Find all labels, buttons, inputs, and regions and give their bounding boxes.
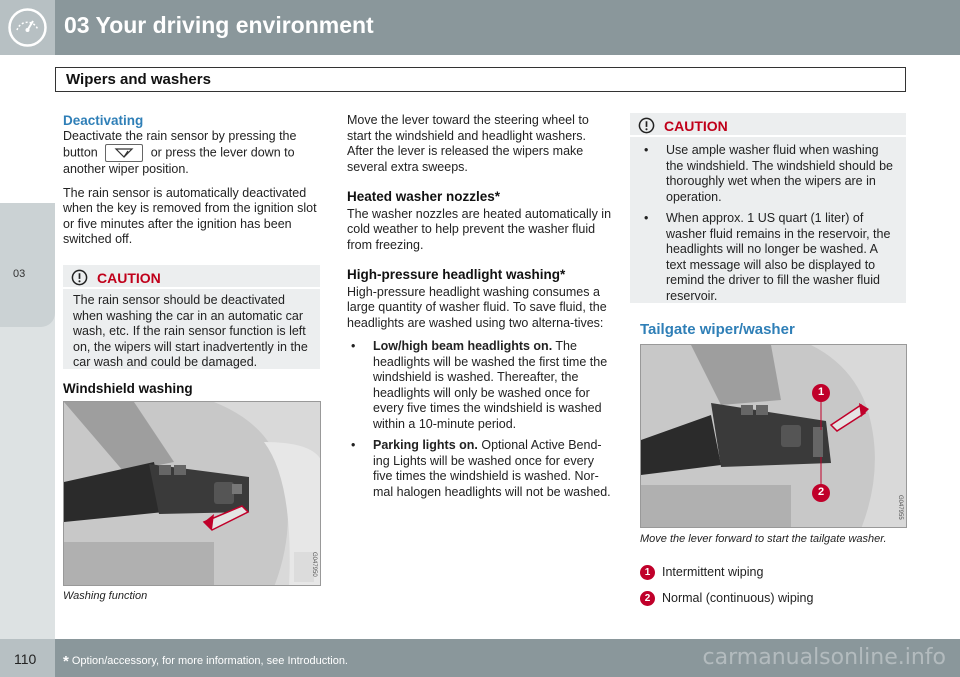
caution-title: CAUTION xyxy=(97,270,161,286)
chapter-header xyxy=(0,0,960,55)
washing-function-caption: Washing function xyxy=(63,590,148,602)
warning-icon xyxy=(71,269,88,286)
windshield-washer-paragraph: Move the lever toward the steering wheel to start the windshield and headlight washers. After the lever is released the wipers make several extra sweeps. xyxy=(347,113,589,174)
bullet-dot: • xyxy=(644,143,649,157)
caution-bullet-1-text: Use ample washer fluid when washing the windshield. The windshield should be thoroughly wet when the wipers are in operation. xyxy=(666,143,894,204)
callout-2: 2 xyxy=(817,486,825,498)
caution-text: The rain sensor should be deactivated when washing the car in an automatic car wash, etc. If the rain sensor function is left on, the wipers will start inadvertently in the car wash and could be damaged. xyxy=(73,293,308,369)
speedometer-icon xyxy=(0,0,55,55)
caution-title: CAUTION xyxy=(664,118,728,134)
bullet-dot: • xyxy=(351,339,356,353)
figure-code: G047950 xyxy=(311,552,317,577)
speedometer-icon-box xyxy=(0,0,55,55)
caution-bullet-1 xyxy=(640,143,896,205)
heated-nozzles-paragraph: The washer nozzles are heated automatically in cold weather to help prevent the washer fluid from freezing. xyxy=(347,206,612,252)
left-column xyxy=(63,113,320,256)
legend-item-1 xyxy=(640,565,906,591)
footnote-star: * xyxy=(63,653,69,670)
legend-number: 1 xyxy=(640,565,655,580)
windshield-washing-block xyxy=(63,381,320,399)
legend-item-2 xyxy=(640,591,906,617)
page-number: 110 xyxy=(14,651,37,667)
sidebar-spacer xyxy=(0,55,55,203)
footnote xyxy=(63,653,348,670)
footnote-text: Option/accessory, for more information, see Introduction. xyxy=(71,655,348,667)
watermark: carmanualsonline.info xyxy=(702,645,946,670)
caution-header xyxy=(630,113,906,137)
washing-function-figure xyxy=(63,401,321,586)
tailgate-caption: Move the lever forward to start the tailgate washer. xyxy=(640,533,887,545)
deactivating-paragraph xyxy=(63,129,320,178)
legend-label: Normal (continuous) wiping xyxy=(662,591,814,605)
legend-label: Intermittent wiping xyxy=(662,565,764,579)
caution-box-left xyxy=(63,265,320,369)
caution-header xyxy=(63,265,320,289)
windshield-wiper-icon xyxy=(106,145,142,161)
caution-box-right xyxy=(630,113,906,303)
chapter-tab[interactable] xyxy=(0,203,55,327)
parking-bullet xyxy=(347,438,613,500)
caution-bullet-2 xyxy=(640,211,896,304)
callout-legend xyxy=(640,565,906,617)
chapter-title: 03 Your driving environment xyxy=(64,12,374,38)
tailgate-block xyxy=(640,322,906,338)
heated-nozzles-heading: Heated washer nozzles* xyxy=(347,189,501,204)
legend-number: 2 xyxy=(640,591,655,606)
windshield-washing-heading: Windshield washing xyxy=(63,381,193,396)
beam-bullet xyxy=(347,339,613,432)
high-pressure-heading: High-pressure headlight washing* xyxy=(347,267,566,282)
section-title: Wipers and washers xyxy=(66,71,211,88)
bullet-dot: • xyxy=(644,211,649,225)
deactivation-auto-paragraph: The rain sensor is automatically deactivated when the key is removed from the ignition slot or five minutes after the ignition has been switched off. xyxy=(63,185,317,246)
chapter-sidebar xyxy=(0,55,55,639)
wiper-lever-illustration xyxy=(64,402,321,586)
rain-sensor-button xyxy=(105,144,143,162)
tailgate-figure xyxy=(640,344,907,528)
bullet-dot: • xyxy=(351,438,356,452)
deactivating-text-b: or press the lever down to another wiper position. xyxy=(63,145,295,176)
tailgate-heading: Tailgate wiper/washer xyxy=(640,321,795,338)
parking-bullet-bold: Parking lights on. xyxy=(373,438,478,452)
deactivating-heading: Deactivating xyxy=(63,113,144,128)
tailgate-lever-illustration xyxy=(641,345,907,528)
section-title-bar xyxy=(55,67,906,92)
parking-bullet-text: Optional Active Bend-ing Lights will be washed once for every five times the windshield is washed. Nor-mal halogen headlights will not be washed. xyxy=(373,438,611,499)
deactivating-text-a: Deactivate the rain sensor by pressing the button xyxy=(63,128,297,160)
chapter-number: 03 xyxy=(13,268,26,280)
high-pressure-paragraph: High-pressure headlight washing consumes a large quantity of washer fluid. To save fluid, the headlights are washed using two alterna-tives: xyxy=(347,284,607,330)
beam-bullet-bold: Low/high beam headlights on. xyxy=(373,339,553,353)
figure-code: G047955 xyxy=(897,495,903,520)
page-number-box xyxy=(0,639,55,677)
warning-icon xyxy=(638,117,655,134)
middle-column xyxy=(347,113,613,506)
beam-bullet-text: The headlights will be washed the first time the windshield is washed. Thereafter, the headlights will only be washed once for every five times the windshield is washed within a 10-minute period. xyxy=(373,339,608,431)
caution-bullet-2-text: When approx. 1 US quart (1 liter) of washer fluid remains in the reservoir, the headlights will no longer be washed. A text message will also be displayed to remind the driver to fill the washer fluid reservoir. xyxy=(666,211,891,303)
page-footer xyxy=(0,639,960,677)
caution-list xyxy=(630,137,906,318)
callout-1: 1 xyxy=(817,386,825,398)
